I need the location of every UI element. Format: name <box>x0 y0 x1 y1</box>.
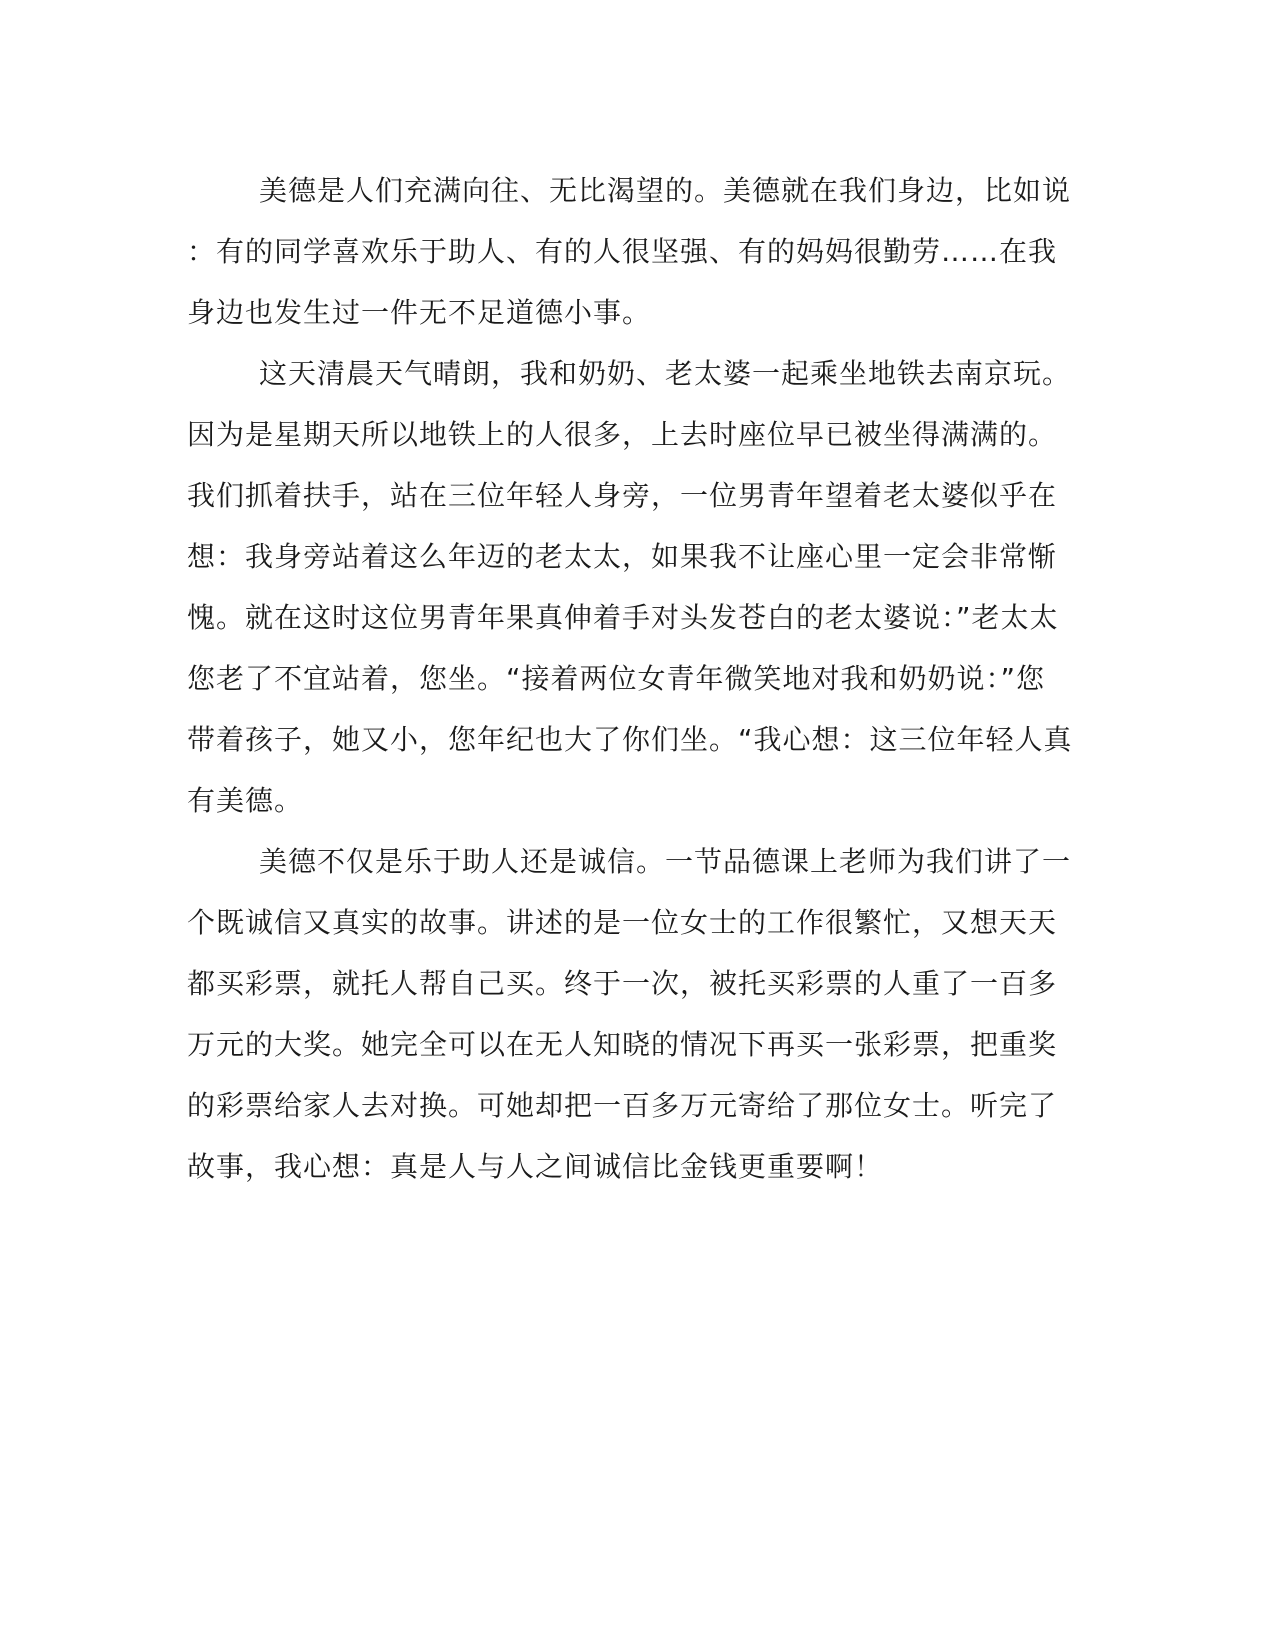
paragraph-line: 这天清晨天气晴朗，我和奶奶、老太婆一起乘坐地铁去南京玩。 <box>259 357 1072 390</box>
paragraph-line: ：有的同学喜欢乐于助人、有的人很坚强、有的妈妈很勤劳……在我 <box>187 235 1058 268</box>
paragraph-2 <box>187 343 1073 831</box>
paragraph-line: 美德是人们充满向往、无比渴望的。美德就在我们身边，比如说 <box>259 174 1072 207</box>
paragraph-line: 想：我身旁站着这么年迈的老太太，如果我不让座心里一定会非常惭 <box>187 540 1058 573</box>
paragraph-line: 个既诚信又真实的故事。讲述的是一位女士的工作很繁忙，又想天天 <box>187 906 1058 939</box>
paragraph-line: 的彩票给家人去对换。可她却把一百多万元寄给了那位女士。听完了 <box>187 1089 1058 1122</box>
paragraph-line: 故事，我心想：真是人与人之间诚信比金钱更重要啊！ <box>187 1150 884 1183</box>
paragraph-line: 愧。就在这时这位男青年果真伸着手对头发苍白的老太婆说：”老太太 <box>187 601 1059 634</box>
paragraph-line: 带着孩子，她又小，您年纪也大了你们坐。“我心想：这三位年轻人真 <box>187 723 1073 756</box>
paragraph-3 <box>187 831 1072 1197</box>
paragraph-line: 您老了不宜站着，您坐。“接着两位女青年微笑地对我和奶奶说：”您 <box>187 662 1046 695</box>
paragraph-line: 因为是星期天所以地铁上的人很多，上去时座位早已被坐得满满的。 <box>187 418 1058 451</box>
paragraph-line: 我们抓着扶手，站在三位年轻人身旁，一位男青年望着老太婆似乎在 <box>187 479 1058 512</box>
paragraph-line: 万元的大奖。她完全可以在无人知晓的情况下再买一张彩票，把重奖 <box>187 1028 1058 1061</box>
paragraph-line: 都买彩票，就托人帮自己买。终于一次，被托买彩票的人重了一百多 <box>187 967 1058 1000</box>
paragraph-line: 有美德。 <box>187 784 304 817</box>
paragraph-1 <box>187 160 1072 343</box>
paragraph-line: 身边也发生过一件无不足道德小事。 <box>187 296 652 329</box>
document-body <box>187 160 1073 1197</box>
paragraph-line: 美德不仅是乐于助人还是诚信。一节品德课上老师为我们讲了一 <box>259 845 1072 878</box>
